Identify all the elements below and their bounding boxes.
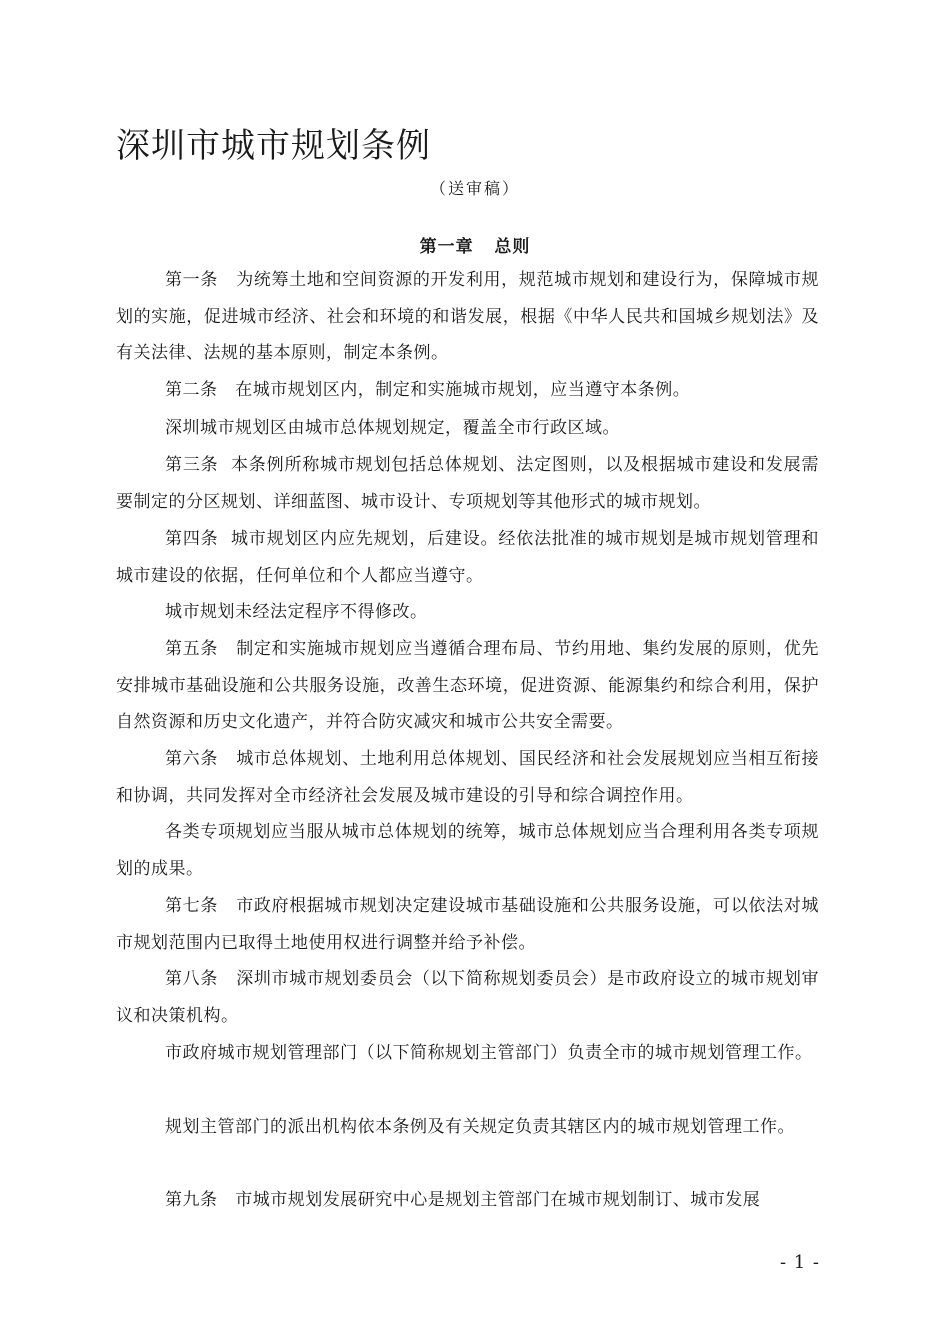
article-text: 市政府城市规划管理部门（以下简称规划主管部门）负责全市的城市规划管理工作。 <box>165 1043 813 1063</box>
article-text: 规划主管部门的派出机构依本条例及有关规定负责其辖区内的城市规划管理工作。 <box>165 1117 795 1137</box>
article-text: 在城市规划区内，制定和实施城市规划，应当遵守本条例。 <box>235 380 691 400</box>
article-2-paragraph-2 <box>116 410 819 447</box>
article-text: 深圳市城市规划委员会（以下简称规划委员会）是市政府设立的城市规划审议和决策机构。 <box>116 969 819 1026</box>
article-2 <box>116 372 819 409</box>
chapter-heading: 第一章 总则 <box>419 237 531 257</box>
article-text: 各类专项规划应当服从城市总体规划的统筹，城市总体规划应当合理利用各类专项规划的成果。 <box>116 822 819 879</box>
article-label: 第六条 <box>165 749 237 769</box>
article-9 <box>116 1182 819 1219</box>
article-label: 第七条 <box>165 896 237 916</box>
article-6-paragraph-2 <box>116 814 819 887</box>
article-1 <box>116 262 819 372</box>
article-text: 为统筹土地和空间资源的开发利用，规范城市规划和建设行为，保障城市规划的实施，促进城市经济、社会和环境的和谐发展，根据《中华人民共和国城乡规划法》及有关法律、法规的基本原则，制定本条例。 <box>116 270 819 363</box>
article-text: 本条例所称城市规划包括总体规划、法定图则，以及根据城市建设和发展需要制定的分区规划、详细蓝图、城市设计、专项规划等其他形式的城市规划。 <box>116 455 820 512</box>
article-text: 市城市规划发展研究中心是规划主管部门在城市规划制订、城市发展 <box>235 1190 761 1210</box>
page-number: - 1 - <box>779 1252 820 1273</box>
article-text: 城市规划未经法定程序不得修改。 <box>165 602 428 622</box>
article-text: 城市总体规划、土地利用总体规划、国民经济和社会发展规划应当相互衔接和协调，共同发挥对全市经济社会发展及城市建设的引导和综合调控作用。 <box>116 749 819 806</box>
article-8 <box>116 961 819 1034</box>
article-label: 第九条 <box>165 1190 236 1210</box>
article-text: 深圳城市规划区由城市总体规划规定，覆盖全市行政区域。 <box>165 418 620 438</box>
document-subtitle: （送审稿） <box>429 179 520 198</box>
article-3 <box>116 447 819 520</box>
article-label: 第五条 <box>165 639 237 659</box>
article-label: 第四条 <box>165 529 231 549</box>
article-4 <box>116 521 819 594</box>
article-label: 第二条 <box>165 380 236 400</box>
article-label: 第三条 <box>165 455 231 475</box>
article-text: 制定和实施城市规划应当遵循合理布局、节约用地、集约发展的原则，优先安排城市基础设施和公共服务设施，改善生态环境，促进资源、能源集约和综合利用，保护自然资源和历史文化遗产，并符合防灾减灾和城市公共安全需要。 <box>116 639 819 732</box>
article-text: 市政府根据城市规划决定建设城市基础设施和公共服务设施，可以依法对城市规划范围内已取得土地使用权进行调整并给予补偿。 <box>116 896 819 953</box>
article-8-paragraph-2 <box>116 1035 819 1072</box>
document-title: 深圳市城市规划条例 <box>116 126 431 166</box>
article-5 <box>116 631 819 741</box>
article-6 <box>116 741 819 814</box>
article-8-paragraph-3 <box>116 1109 819 1146</box>
article-4-paragraph-2 <box>116 594 819 631</box>
article-text: 城市规划区内应先规划，后建设。经依法批准的城市规划是城市规划管理和城市建设的依据，任何单位和个人都应当遵守。 <box>116 529 820 586</box>
article-7 <box>116 888 819 961</box>
article-label: 第八条 <box>165 969 237 989</box>
article-label: 第一条 <box>165 270 237 290</box>
